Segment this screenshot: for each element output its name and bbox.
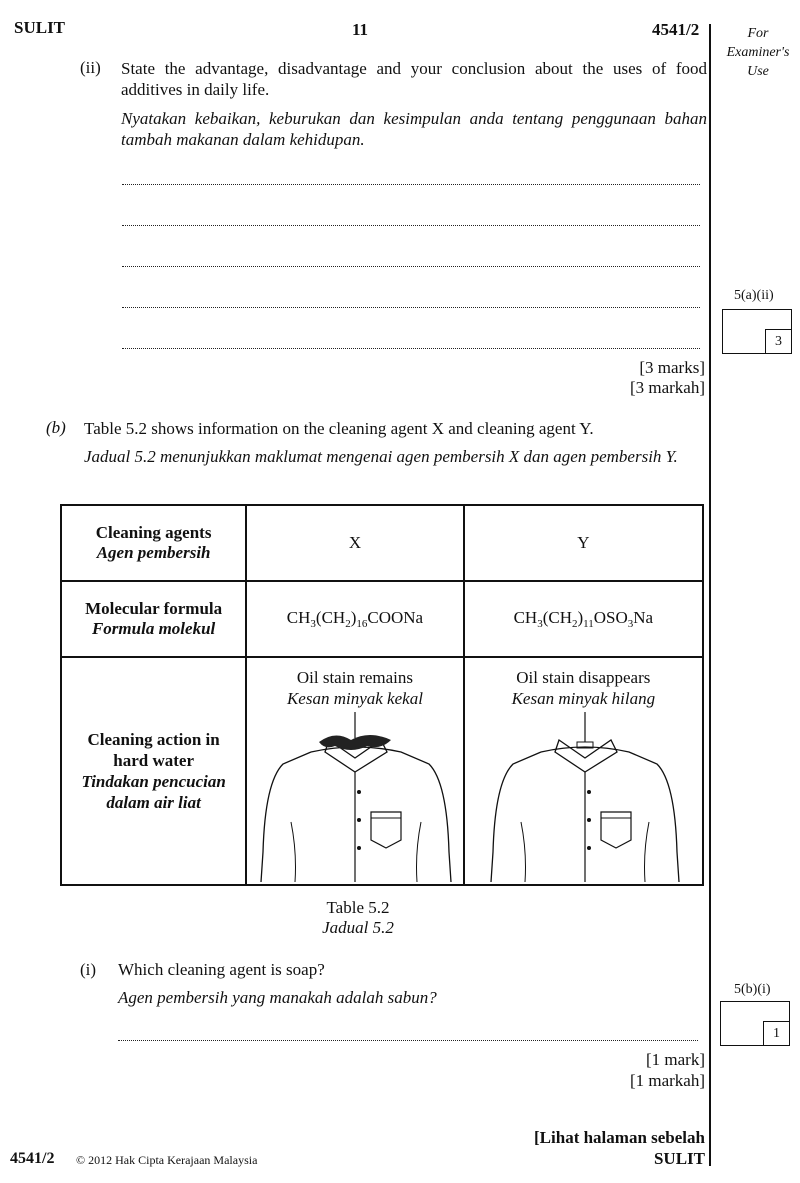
table-caption-en: Table 5.2 xyxy=(326,898,390,917)
y-caption-en: Oil stain disappears xyxy=(516,668,651,687)
footer-next-page: [Lihat halaman sebelah xyxy=(534,1128,705,1147)
marks-a-ii-english: [3 marks] xyxy=(639,358,705,377)
margin-rule xyxy=(709,24,711,1166)
shirt-with-stain-illustration xyxy=(251,712,461,882)
answer-line[interactable] xyxy=(122,225,700,226)
agent-y-cell xyxy=(464,505,703,581)
cleaning-action-en-1: Cleaning action in xyxy=(87,730,220,749)
table-row xyxy=(61,581,703,657)
margin-label-b-i: 5(b)(i) xyxy=(734,982,771,997)
question-b-malay: Jadual 5.2 menunjukkan maklumat mengenai agen pembersih X dan agen pembersih Y. xyxy=(84,447,678,466)
formula-y: $CH_3(CH_2)_{11}OSO_3Na$ xyxy=(464,581,703,657)
answer-line[interactable] xyxy=(122,184,700,185)
agent-x-label: X xyxy=(348,533,362,552)
cleaning-agents-en: Cleaning agents xyxy=(95,523,212,542)
question-number-b-i: (i) xyxy=(80,960,97,979)
question-b-i-english: Which cleaning agent is soap? xyxy=(118,960,325,979)
table-row xyxy=(61,657,703,885)
answer-line[interactable] xyxy=(122,266,700,267)
examiner-use-label xyxy=(716,24,800,81)
marks-b-i-malay: [1 markah] xyxy=(629,1071,705,1090)
marks-b-i-english: [1 mark] xyxy=(645,1050,705,1069)
table-row xyxy=(61,505,703,581)
footer-copyright: © 2012 Hak Cipta Kerajaan Malaysia xyxy=(76,1153,258,1167)
x-caption-ms: Kesan minyak kekal xyxy=(286,689,423,708)
y-caption-ms: Kesan minyak hilang xyxy=(511,689,656,708)
agent-x-cell xyxy=(246,505,463,581)
footer-sulit: SULIT xyxy=(653,1149,705,1168)
row-header-cleaning-action xyxy=(61,657,246,885)
margin-label-a-ii: 5(a)(ii) xyxy=(734,288,774,303)
question-label-b: (b) xyxy=(46,418,66,437)
page-number: 11 xyxy=(352,20,369,39)
shirt-x-cell xyxy=(246,657,463,885)
question-number-a-ii: (ii) xyxy=(80,58,101,77)
table-caption-ms: Jadual 5.2 xyxy=(322,918,394,937)
paper-code: 4541/2 xyxy=(652,20,700,39)
examiner-line-1: For xyxy=(747,26,769,41)
cleaning-agents-ms: Agen pembersih xyxy=(96,543,211,562)
molecular-formula-en: Molecular formula xyxy=(85,599,223,618)
examiner-line-3: Use xyxy=(747,64,769,79)
question-b-i-malay: Agen pembersih yang manakah adalah sabun? xyxy=(118,988,437,1007)
table-5-2 xyxy=(60,504,704,886)
row-header-molecular-formula xyxy=(61,581,246,657)
examiner-line-2: Examiner's xyxy=(726,45,790,60)
cleaning-action-ms-2: dalam air liat xyxy=(106,793,201,812)
molecular-formula-ms: Formula molekul xyxy=(91,619,216,638)
max-marks-box-a-ii: 3 xyxy=(765,329,792,354)
clean-shirt-illustration xyxy=(469,712,701,882)
agent-y-label: Y xyxy=(577,533,590,552)
footer-code: 4541/2 xyxy=(10,1150,55,1167)
question-a-ii-english: State the advantage, disadvantage and your conclusion about the uses of food additives in daily life. xyxy=(121,59,707,99)
question-b-english: Table 5.2 shows information on the cleaning agent X and cleaning agent Y. xyxy=(84,419,594,438)
row-header-cleaning-agents xyxy=(61,505,246,581)
cleaning-action-en-2: hard water xyxy=(113,751,194,770)
shirt-y-cell xyxy=(464,657,703,885)
max-marks-box-b-i: 1 xyxy=(763,1021,790,1046)
header-sulit: SULIT xyxy=(14,18,66,37)
question-a-ii-malay: Nyatakan kebaikan, keburukan dan kesimpulan anda tentang penggunaan bahan tambah makanan dalam kehidupan. xyxy=(121,109,707,149)
cleaning-action-ms-1: Tindakan pencucian xyxy=(81,772,226,791)
answer-line[interactable] xyxy=(118,1040,698,1041)
marks-a-ii-malay: [3 markah] xyxy=(629,378,705,397)
formula-x: $CH_3(CH_2)_{16}COONa$ xyxy=(246,581,463,657)
x-caption-en: Oil stain remains xyxy=(296,668,414,687)
answer-line[interactable] xyxy=(122,307,700,308)
answer-line[interactable] xyxy=(122,348,700,349)
